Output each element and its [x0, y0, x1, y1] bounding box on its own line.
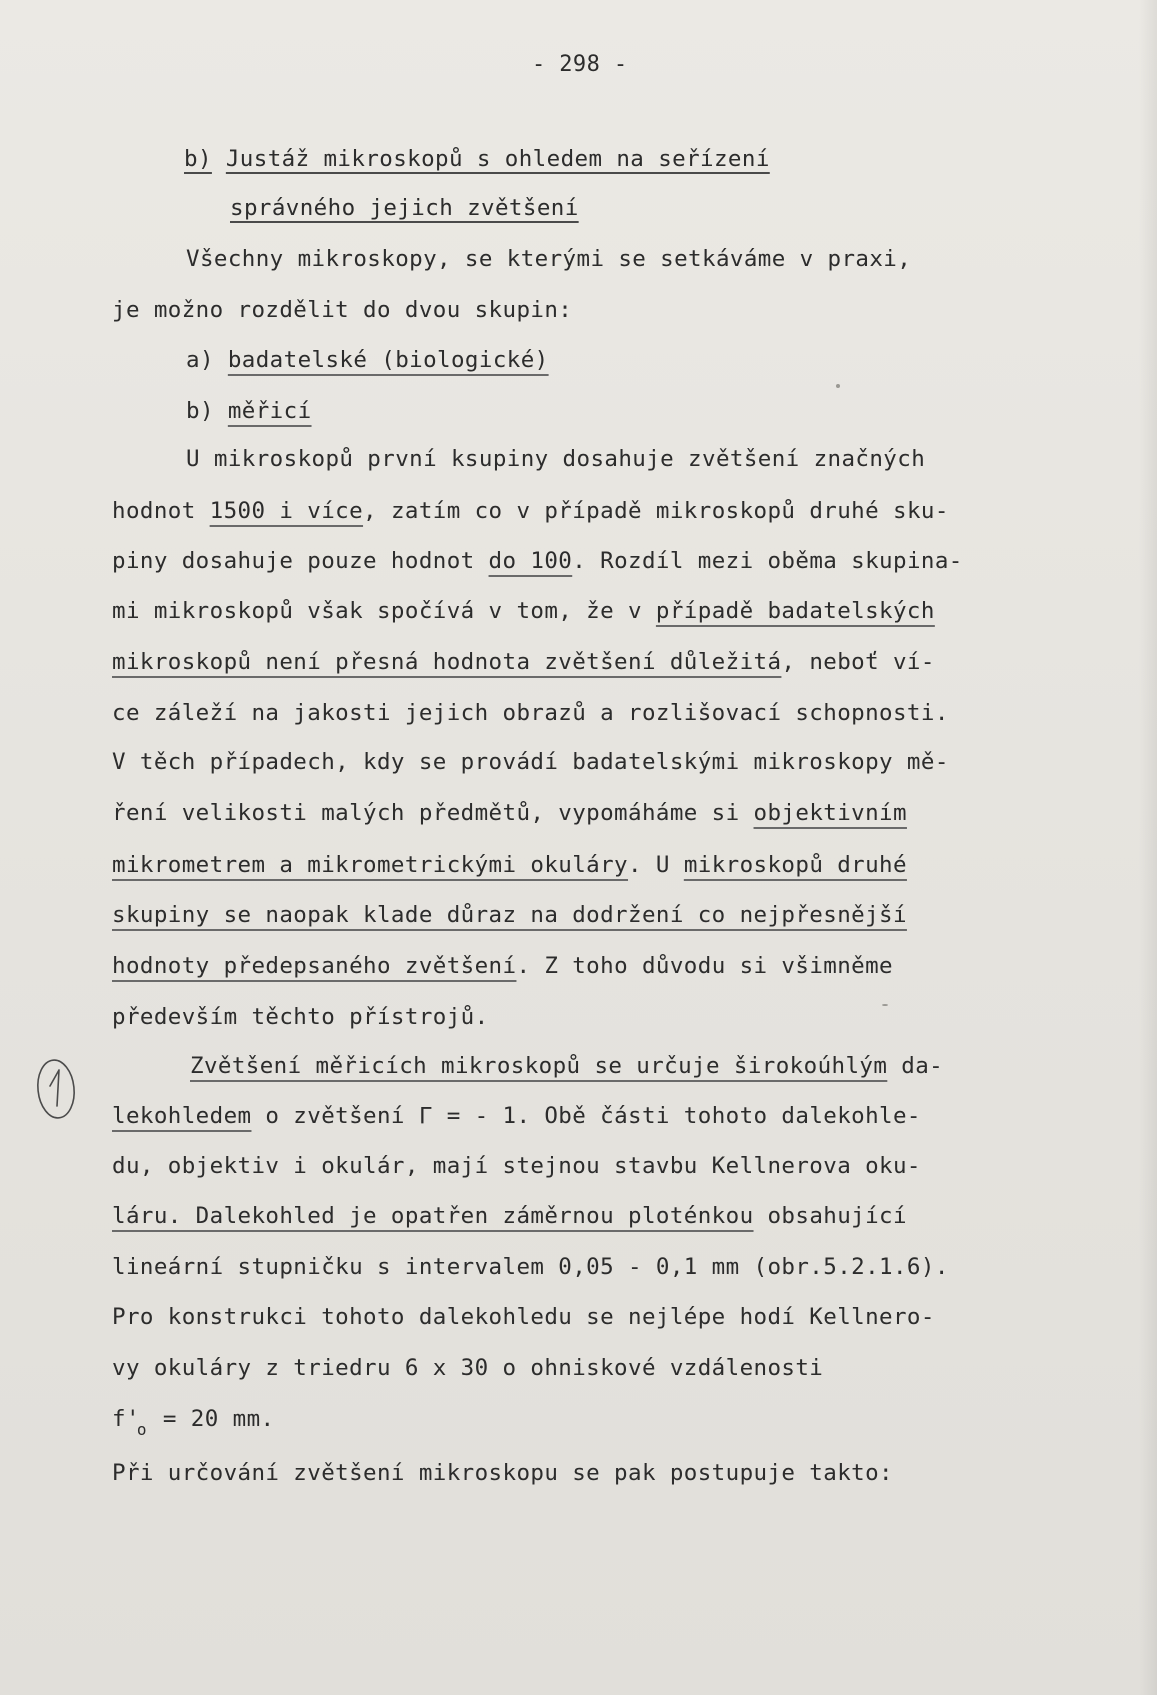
underlined-span: mikroskopů není přesná hodnota zvětšení důležitá — [112, 649, 782, 675]
page-edge-shadow — [1139, 0, 1157, 1695]
handwritten-circled-number-icon — [34, 1056, 80, 1122]
text-span: mi mikroskopů však spočívá v tom, že v — [112, 598, 656, 624]
text-line-6 — [112, 500, 949, 523]
underlined-span: objektivním — [753, 800, 907, 826]
text-line-21: lineární stupničku s intervalem 0,05 - 0,1 mm (obr.5.2.1.6). — [112, 1254, 949, 1280]
text-line-8 — [112, 600, 935, 623]
section-label: b) — [184, 146, 212, 172]
underlined-span: mikrometrem a mikrometrickými okuláry — [112, 852, 629, 878]
text-line-19: du, objektiv i okulár, mají stejnou stavbu Kellnerova oku- — [112, 1153, 921, 1179]
underlined-span: mikroskopů druhé — [683, 852, 907, 878]
text-span: , zatím co v případě mikroskopů druhé sku- — [363, 498, 949, 524]
text-span: obsahující — [753, 1203, 907, 1229]
focal-length-symbol: f' — [112, 1406, 140, 1432]
focal-length-subscript: o — [136, 1420, 147, 1439]
focal-length-value: = 20 mm. — [148, 1406, 275, 1432]
page-number: - 298 - — [532, 52, 628, 77]
text-line-7 — [112, 550, 963, 573]
underlined-span: 1500 i více — [209, 498, 364, 524]
text-line-15 — [112, 955, 893, 978]
list-item-b-prefix: b) — [186, 398, 228, 424]
list-item-b — [186, 400, 312, 423]
text-line-20 — [112, 1205, 907, 1228]
underlined-span: hodnoty předepsaného zvětšení — [112, 953, 517, 979]
section-title-part-1: Justáž mikroskopů s ohledem na seřízení — [225, 146, 770, 172]
scan-speck — [836, 384, 840, 388]
list-item-b-text: měřicí — [227, 398, 312, 424]
section-heading-line-1 — [184, 148, 770, 171]
underlined-span: lekohledem — [112, 1103, 252, 1129]
text-line-18 — [112, 1105, 921, 1128]
text-line-14 — [112, 904, 907, 927]
text-line-25: Při určování zvětšení mikroskopu se pak postupuje takto: — [112, 1460, 893, 1486]
text-span: . Rozdíl mezi oběma skupina- — [572, 548, 963, 574]
section-heading-line-2 — [230, 197, 579, 220]
text-span: piny dosahuje pouze hodnot — [112, 548, 489, 574]
text-line-11: V těch případech, kdy se provádí badatelskými mikroskopy mě- — [112, 749, 949, 775]
text-span: da- — [887, 1053, 944, 1079]
text-line-12 — [112, 802, 907, 825]
underlined-span: Zvětšení měřicích mikroskopů se určuje širokoúhlým — [190, 1053, 888, 1079]
text-span: o zvětšení Γ = - 1. Obě části tohoto dalekohle- — [251, 1103, 921, 1129]
text-span: hodnot — [112, 498, 210, 524]
text-line-16: především těchto přístrojů. — [112, 1004, 489, 1030]
text-line-9 — [112, 651, 935, 674]
text-line-2: je možno rozdělit do dvou skupin: — [112, 297, 573, 323]
underlined-span: případě badatelských — [655, 598, 935, 624]
text-line-10: ce záleží na jakosti jejich obrazů a rozlišovací schopnosti. — [112, 700, 949, 726]
list-item-a — [186, 349, 549, 372]
underlined-span: do 100 — [488, 548, 573, 574]
list-item-a-text: badatelské (biologické) — [227, 347, 549, 373]
text-span: . U — [628, 852, 684, 878]
text-line-23: vy okuláry z triedru 6 x 30 o ohniskové vzdálenosti — [112, 1355, 824, 1381]
text-line-24 — [112, 1406, 275, 1439]
text-line-5: U mikroskopů první ksupiny dosahuje zvětšení značných — [186, 446, 926, 472]
list-item-a-prefix: a) — [186, 347, 228, 373]
underlined-span: skupiny se naopak klade důraz na dodržení co nejpřesnější — [112, 902, 907, 928]
text-line-1: Všechny mikroskopy, se kterými se setkáváme v praxi, — [186, 246, 912, 272]
text-line-17 — [190, 1055, 943, 1078]
section-title-part-2: správného jejich zvětšení — [230, 195, 579, 221]
text-span: . Z toho důvodu si všimněme — [516, 953, 893, 979]
text-line-13 — [112, 854, 907, 877]
text-span: ření velikosti malých předmětů, vypomáháme si — [112, 800, 754, 826]
scan-speck — [882, 1004, 888, 1006]
underlined-span: láru. Dalekohled je opatřen záměrnou ploténkou — [112, 1203, 754, 1229]
text-span: , neboť ví- — [781, 649, 935, 675]
text-line-22: Pro konstrukci tohoto dalekohledu se nejlépe hodí Kellnero- — [112, 1304, 935, 1330]
